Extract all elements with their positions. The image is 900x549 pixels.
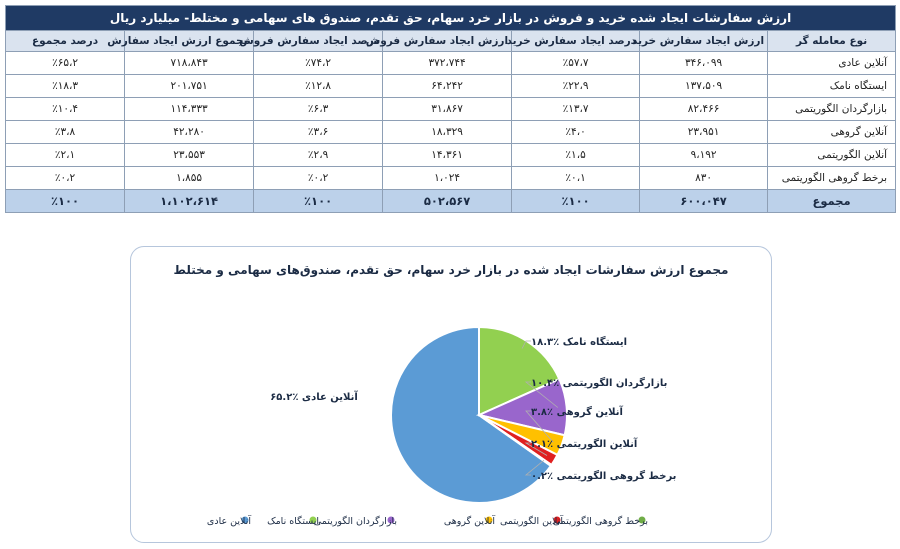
total-cell: ٪۱۰۰ <box>254 190 383 213</box>
table-cell: ٪۰،۲ <box>254 167 383 190</box>
column-header: درصد مجموع <box>6 31 125 52</box>
data-label: آنلاین عادی ٪۶۵.۲ <box>270 392 358 403</box>
row-label: آنلاین گروهی <box>768 121 896 144</box>
table-cell: ۱،۸۵۵ <box>125 167 254 190</box>
order-value-table-container <box>5 5 895 213</box>
table-cell: ۸۲،۴۶۶ <box>640 98 768 121</box>
table-row <box>6 98 896 121</box>
total-row <box>6 190 896 213</box>
data-label: بازارگردان الگوریتمی ٪۱۰.۴ <box>531 378 668 389</box>
pie-chart <box>131 247 771 542</box>
column-header: نوع معامله گر <box>768 31 896 52</box>
data-label: آنلاین گروهی ٪۳.۸ <box>531 407 623 418</box>
column-header: ارزش ایجاد سفارش فروش <box>383 31 512 52</box>
table-cell: ۱۳۷،۵۰۹ <box>640 75 768 98</box>
table-cell: ۸۳۰ <box>640 167 768 190</box>
legend-entry: ایستگاه نامک <box>267 516 319 527</box>
legend-entry: آنلاین الگوریتمی <box>499 516 563 527</box>
table-header-row <box>6 31 896 52</box>
total-cell: ۵۰۲،۵۶۷ <box>383 190 512 213</box>
table-title: ارزش سفارشات ایجاد شده خرید و فروش در بازار خرد سهام، حق تقدم، صندوق های سهامی و مختلط- میلیارد ریال <box>6 6 896 31</box>
chart-title: مجموع ارزش سفارشات ایجاد شده در بازار خرد سهام، حق تقدم، صندوق‌های سهامی و مختلط <box>173 263 729 277</box>
table-cell: ٪۳،۸ <box>6 121 125 144</box>
column-header: درصد ایجاد سفارش فروش <box>254 31 383 52</box>
total-cell: ۶۰۰،۰۴۷ <box>640 190 768 213</box>
table-cell: ٪۲،۹ <box>254 144 383 167</box>
table-cell: ٪۱۳،۷ <box>512 98 640 121</box>
table-cell: ۳۷۲،۷۴۴ <box>383 52 512 75</box>
table-row <box>6 144 896 167</box>
table-cell: ٪۰،۲ <box>6 167 125 190</box>
table-cell: ٪۰،۱ <box>512 167 640 190</box>
table-row <box>6 52 896 75</box>
row-label: آنلاین الگوریتمی <box>768 144 896 167</box>
chart-legend <box>207 514 648 527</box>
table-cell: ٪۴،۰ <box>512 121 640 144</box>
table-cell: ۳۱،۸۶۷ <box>383 98 512 121</box>
table-cell: ۱۱۴،۳۳۳ <box>125 98 254 121</box>
table-row <box>6 167 896 190</box>
table-cell: ٪۲۲،۹ <box>512 75 640 98</box>
table-cell: ٪۲،۱ <box>6 144 125 167</box>
table-cell: ۷۱۸،۸۴۳ <box>125 52 254 75</box>
table-cell: ۲۰۱،۷۵۱ <box>125 75 254 98</box>
total-cell: ٪۱۰۰ <box>512 190 640 213</box>
table-cell: ۲۳،۹۵۱ <box>640 121 768 144</box>
table-cell: ٪۱،۵ <box>512 144 640 167</box>
table-cell: ٪۶۵،۲ <box>6 52 125 75</box>
table-cell: ٪۶،۳ <box>254 98 383 121</box>
legend-entry: بازارگردان الگوریتمی <box>313 516 397 527</box>
total-label: مجموع <box>768 190 896 213</box>
total-cell: ۱،۱۰۲،۶۱۴ <box>125 190 254 213</box>
column-header: مجموع ارزش ایجاد سفارش <box>125 31 254 52</box>
table-cell: ٪۱۲،۸ <box>254 75 383 98</box>
table-row <box>6 75 896 98</box>
table-cell: ٪۳،۶ <box>254 121 383 144</box>
row-label: آنلاین عادی <box>768 52 896 75</box>
legend-entry: آنلاین گروهی <box>443 516 495 527</box>
table-cell: ۱،۰۲۴ <box>383 167 512 190</box>
legend-entry: آنلاین عادی <box>206 516 251 527</box>
legend-entry: برخط گروهی الگوریتمی <box>552 516 648 527</box>
table-cell: ۶۴،۲۴۲ <box>383 75 512 98</box>
table-cell: ٪۵۷،۷ <box>512 52 640 75</box>
table-row <box>6 121 896 144</box>
table-body <box>6 52 896 213</box>
table-cell: ۳۴۶،۰۹۹ <box>640 52 768 75</box>
total-cell: ٪۱۰۰ <box>6 190 125 213</box>
table-cell: ٪۱۸،۳ <box>6 75 125 98</box>
data-label: ایستگاه نامک ٪۱۸.۳ <box>531 337 628 348</box>
data-label: آنلاین الگوریتمی ٪۲.۱ <box>531 439 638 450</box>
pie-chart-panel <box>130 246 772 543</box>
column-header: درصد ایجاد سفارش خرید <box>512 31 640 52</box>
table-cell: ٪۱۰،۴ <box>6 98 125 121</box>
row-label: ایستگاه نامک <box>768 75 896 98</box>
table-cell: ۱۴،۳۶۱ <box>383 144 512 167</box>
order-value-table <box>5 5 896 213</box>
row-label: بازارگردان الگوریتمی <box>768 98 896 121</box>
table-cell: ۹،۱۹۲ <box>640 144 768 167</box>
table-cell: ۲۳،۵۵۳ <box>125 144 254 167</box>
row-label: برخط گروهی الگوریتمی <box>768 167 896 190</box>
table-cell: ۱۸،۳۲۹ <box>383 121 512 144</box>
column-header: ارزش ایجاد سفارش خرید <box>640 31 768 52</box>
table-cell: ٪۷۴،۲ <box>254 52 383 75</box>
table-cell: ۴۲،۲۸۰ <box>125 121 254 144</box>
data-label: برخط گروهی الگوریتمی ٪۰.۲ <box>531 471 677 482</box>
